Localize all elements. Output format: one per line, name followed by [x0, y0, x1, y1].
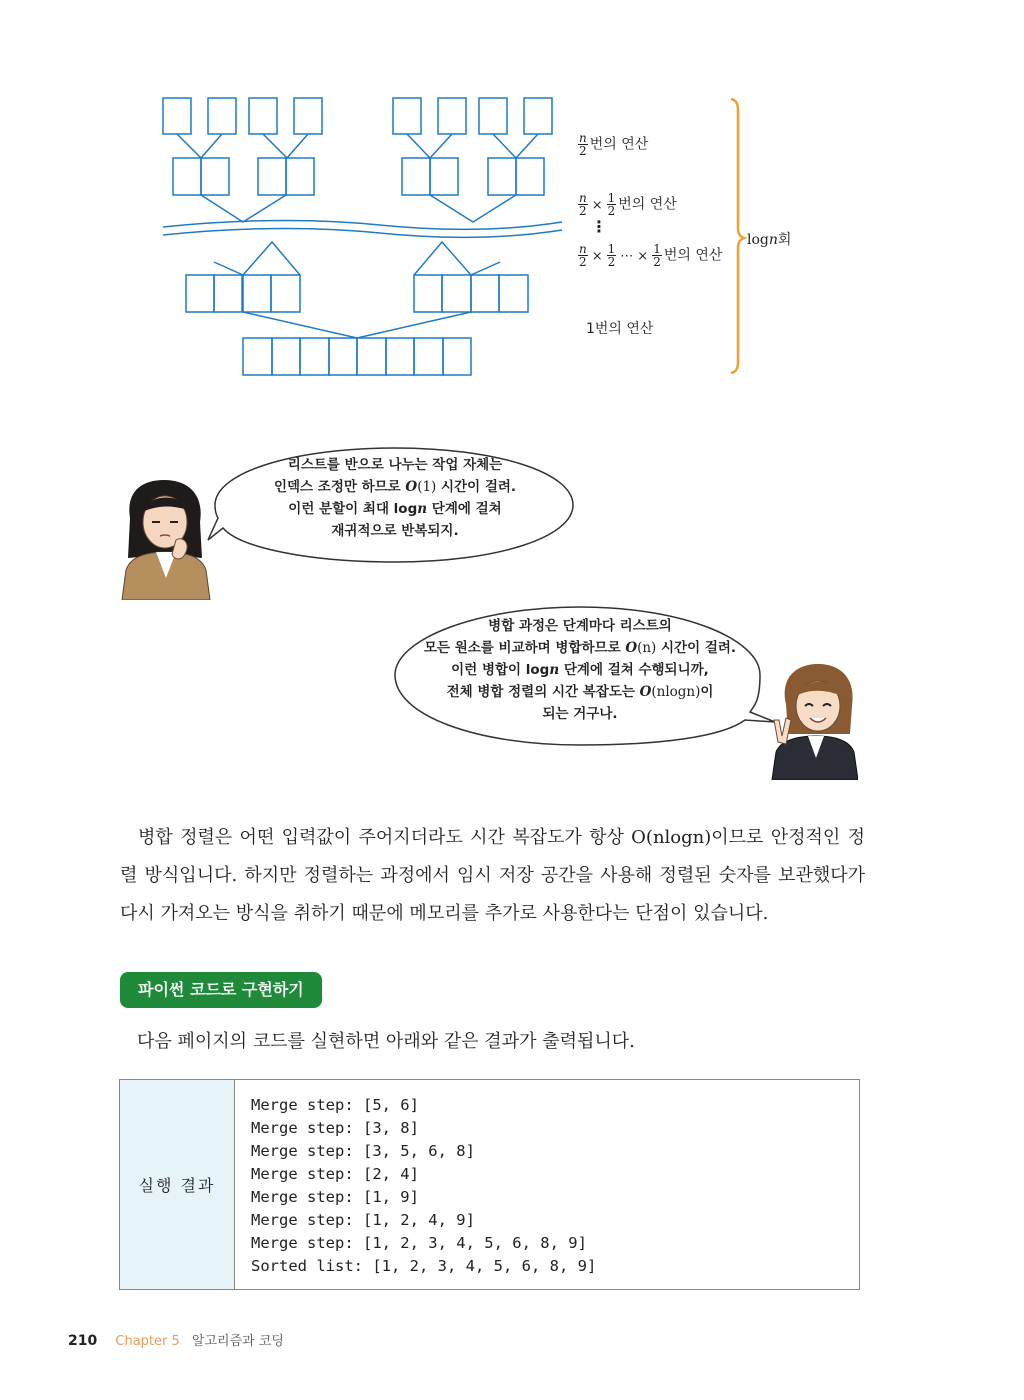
tree-box — [186, 275, 214, 312]
output-line: Merge step: [3, 5, 6, 8] — [251, 1142, 475, 1160]
level-label-2: $\frac{n}{2}$ × $\frac{1}{2}$ 번의 연산 — [579, 191, 677, 218]
output-line: Merge step: [1, 2, 3, 4, 5, 6, 8, 9] — [251, 1234, 587, 1252]
merge-sort-diagram — [0, 0, 1024, 400]
tree-box — [286, 158, 314, 195]
output-line: Merge step: [5, 6] — [251, 1096, 419, 1114]
tree-box — [443, 338, 471, 375]
tree-box — [488, 158, 516, 195]
chapter-title: 알고리즘과 코딩 — [191, 1334, 284, 1349]
output-line: Merge step: [1, 9] — [251, 1188, 419, 1206]
section-heading: 파이썬 코드로 구현하기 — [120, 972, 322, 1008]
body-paragraph: 병합 정렬은 어떤 입력값이 주어지더라도 시간 복잡도가 항상 O(nlogn)이므로 안정적인 정렬 방식입니다. 하지만 정렬하는 과정에서 임시 저장 공간을 사용해 정렬된 숫자를 보관했다가 다시 가져오는 방식을 취하기 때문에 메모리를 추가로 사용한다는 단점이 있습니다. — [120, 827, 865, 924]
tree-box — [201, 158, 229, 195]
chapter-label: Chapter 5 — [115, 1334, 180, 1349]
orange-brace — [731, 99, 744, 373]
tree-box — [438, 98, 466, 134]
level-label-3: $\frac{n}{2}$ × $\frac{1}{2}$ ⋯ × $\frac{1}{2}$ 번의 연산 — [579, 242, 723, 269]
thinking-woman-illustration — [120, 478, 212, 600]
result-output — [235, 1080, 596, 1289]
intro-text: 다음 페이지의 코드를 실현하면 아래와 같은 결과가 출력됩니다. — [137, 1031, 635, 1052]
tree-box — [402, 158, 430, 195]
tree-box — [471, 275, 499, 312]
tree-box — [430, 158, 458, 195]
tree-box — [258, 158, 286, 195]
speech-bubble-1-text: 리스트를 반으로 나누는 작업 자체는 인덱스 조정만 하므로 O(1) 시간이 걸려. 이런 분할이 최대 logn 단계에 걸쳐 재귀적으로 반복되지. — [273, 457, 517, 539]
result-label: 실행 결과 — [120, 1080, 235, 1289]
brace-label: logn회 — [747, 232, 792, 248]
smiling-woman-illustration — [770, 660, 858, 780]
vertical-ellipsis: ⋮ — [591, 217, 607, 236]
tree-box — [208, 98, 236, 134]
level-label-1: $\frac{n}{2}$ 번의 연산 — [579, 131, 649, 158]
tree-box — [524, 98, 552, 134]
tree-box — [442, 275, 471, 312]
tree-box — [414, 275, 442, 312]
level-label-4: 1번의 연산 — [586, 321, 654, 337]
speech-bubble-2-text: 병합 과정은 단계마다 리스트의 모든 원소를 비교하며 병합하므로 O(n) 시간이 걸려. 이런 병합이 logn 단계에 걸쳐 수행되니까, 전체 병합 정렬의 시간 복잡도는 O(nlogn)이 되는 거구나. — [423, 618, 737, 722]
tree-box — [163, 98, 191, 134]
tree-box — [249, 98, 277, 134]
tree-box — [393, 98, 421, 134]
output-line: Merge step: [1, 2, 4, 9] — [251, 1211, 475, 1229]
tree-box — [357, 338, 386, 375]
tree-box — [300, 338, 329, 375]
page-footer — [68, 1330, 284, 1349]
tree-box — [173, 158, 201, 195]
tree-box — [414, 338, 443, 375]
output-line: Merge step: [2, 4] — [251, 1165, 419, 1183]
tree-box — [214, 275, 242, 312]
tree-box — [272, 338, 300, 375]
tree-box — [386, 338, 414, 375]
tree-box — [294, 98, 322, 134]
tree-box — [271, 275, 300, 312]
page-number: 210 — [68, 1333, 98, 1349]
tree-box — [499, 275, 528, 312]
tree-box — [329, 338, 357, 375]
output-line: Sorted list: [1, 2, 3, 4, 5, 6, 8, 9] — [251, 1257, 597, 1275]
tree-box — [243, 275, 271, 312]
tree-box — [479, 98, 507, 134]
result-box — [119, 1079, 860, 1290]
tree-box — [516, 158, 544, 195]
tree-box — [243, 338, 272, 375]
output-line: Merge step: [3, 8] — [251, 1119, 419, 1137]
